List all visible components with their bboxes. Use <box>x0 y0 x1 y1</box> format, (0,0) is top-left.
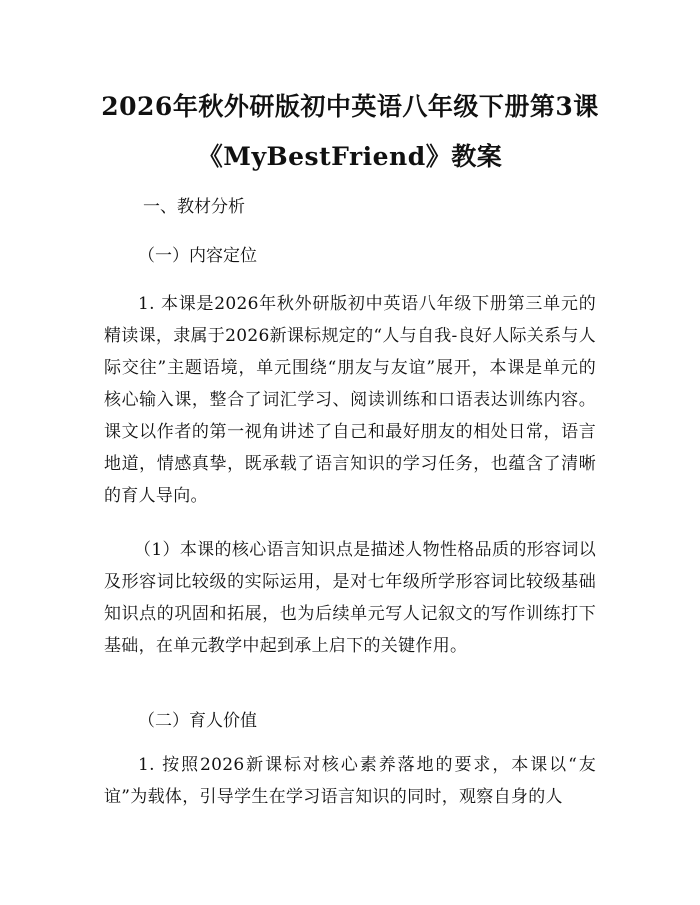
section-heading-textbook-analysis: 一、教材分析 <box>143 197 245 217</box>
document-title-line-2: 《MyBestFriend》教案 <box>197 142 503 171</box>
paragraph-educational-value: 1. 按照2026新课标对核心素养落地的要求，本课以“友谊”为载体，引导学生在学习语言知识的同时，观察自身的人 <box>104 755 596 807</box>
document-title-line-1: 2026年秋外研版初中英语八年级下册第3课 <box>101 92 599 121</box>
paragraph-core-language-points: （1）本课的核心语言知识点是描述人物性格品质的形容词以及形容词比较级的实际运用，是对七年级所学形容词比较级基础知识点的巩固和拓展，也为后续单元写人记叙文的写作训练打下基础，在单元教学中起到承上启下的关键作用。 <box>104 540 596 656</box>
paragraph-lesson-overview: 1. 本课是2026年秋外研版初中英语八年级下册第三单元的精读课，隶属于2026新课标规定的“人与自我-良好人际关系与人际交往”主题语境，单元围绕“朋友与友谊”展开，本课是单元的核心输入课，整合了词汇学习、阅读训练和口语表达训练内容。课文以作者的第一视角讲述了自己和最好朋友的相处日常，语言地道，情感真挚，既承载了语言知识的学习任务，也蕴含了清晰的育人导向。 <box>104 294 596 506</box>
subsection-heading-educational-value: （二）育人价值 <box>138 711 257 731</box>
subsection-heading-content-positioning: （一）内容定位 <box>138 246 257 266</box>
